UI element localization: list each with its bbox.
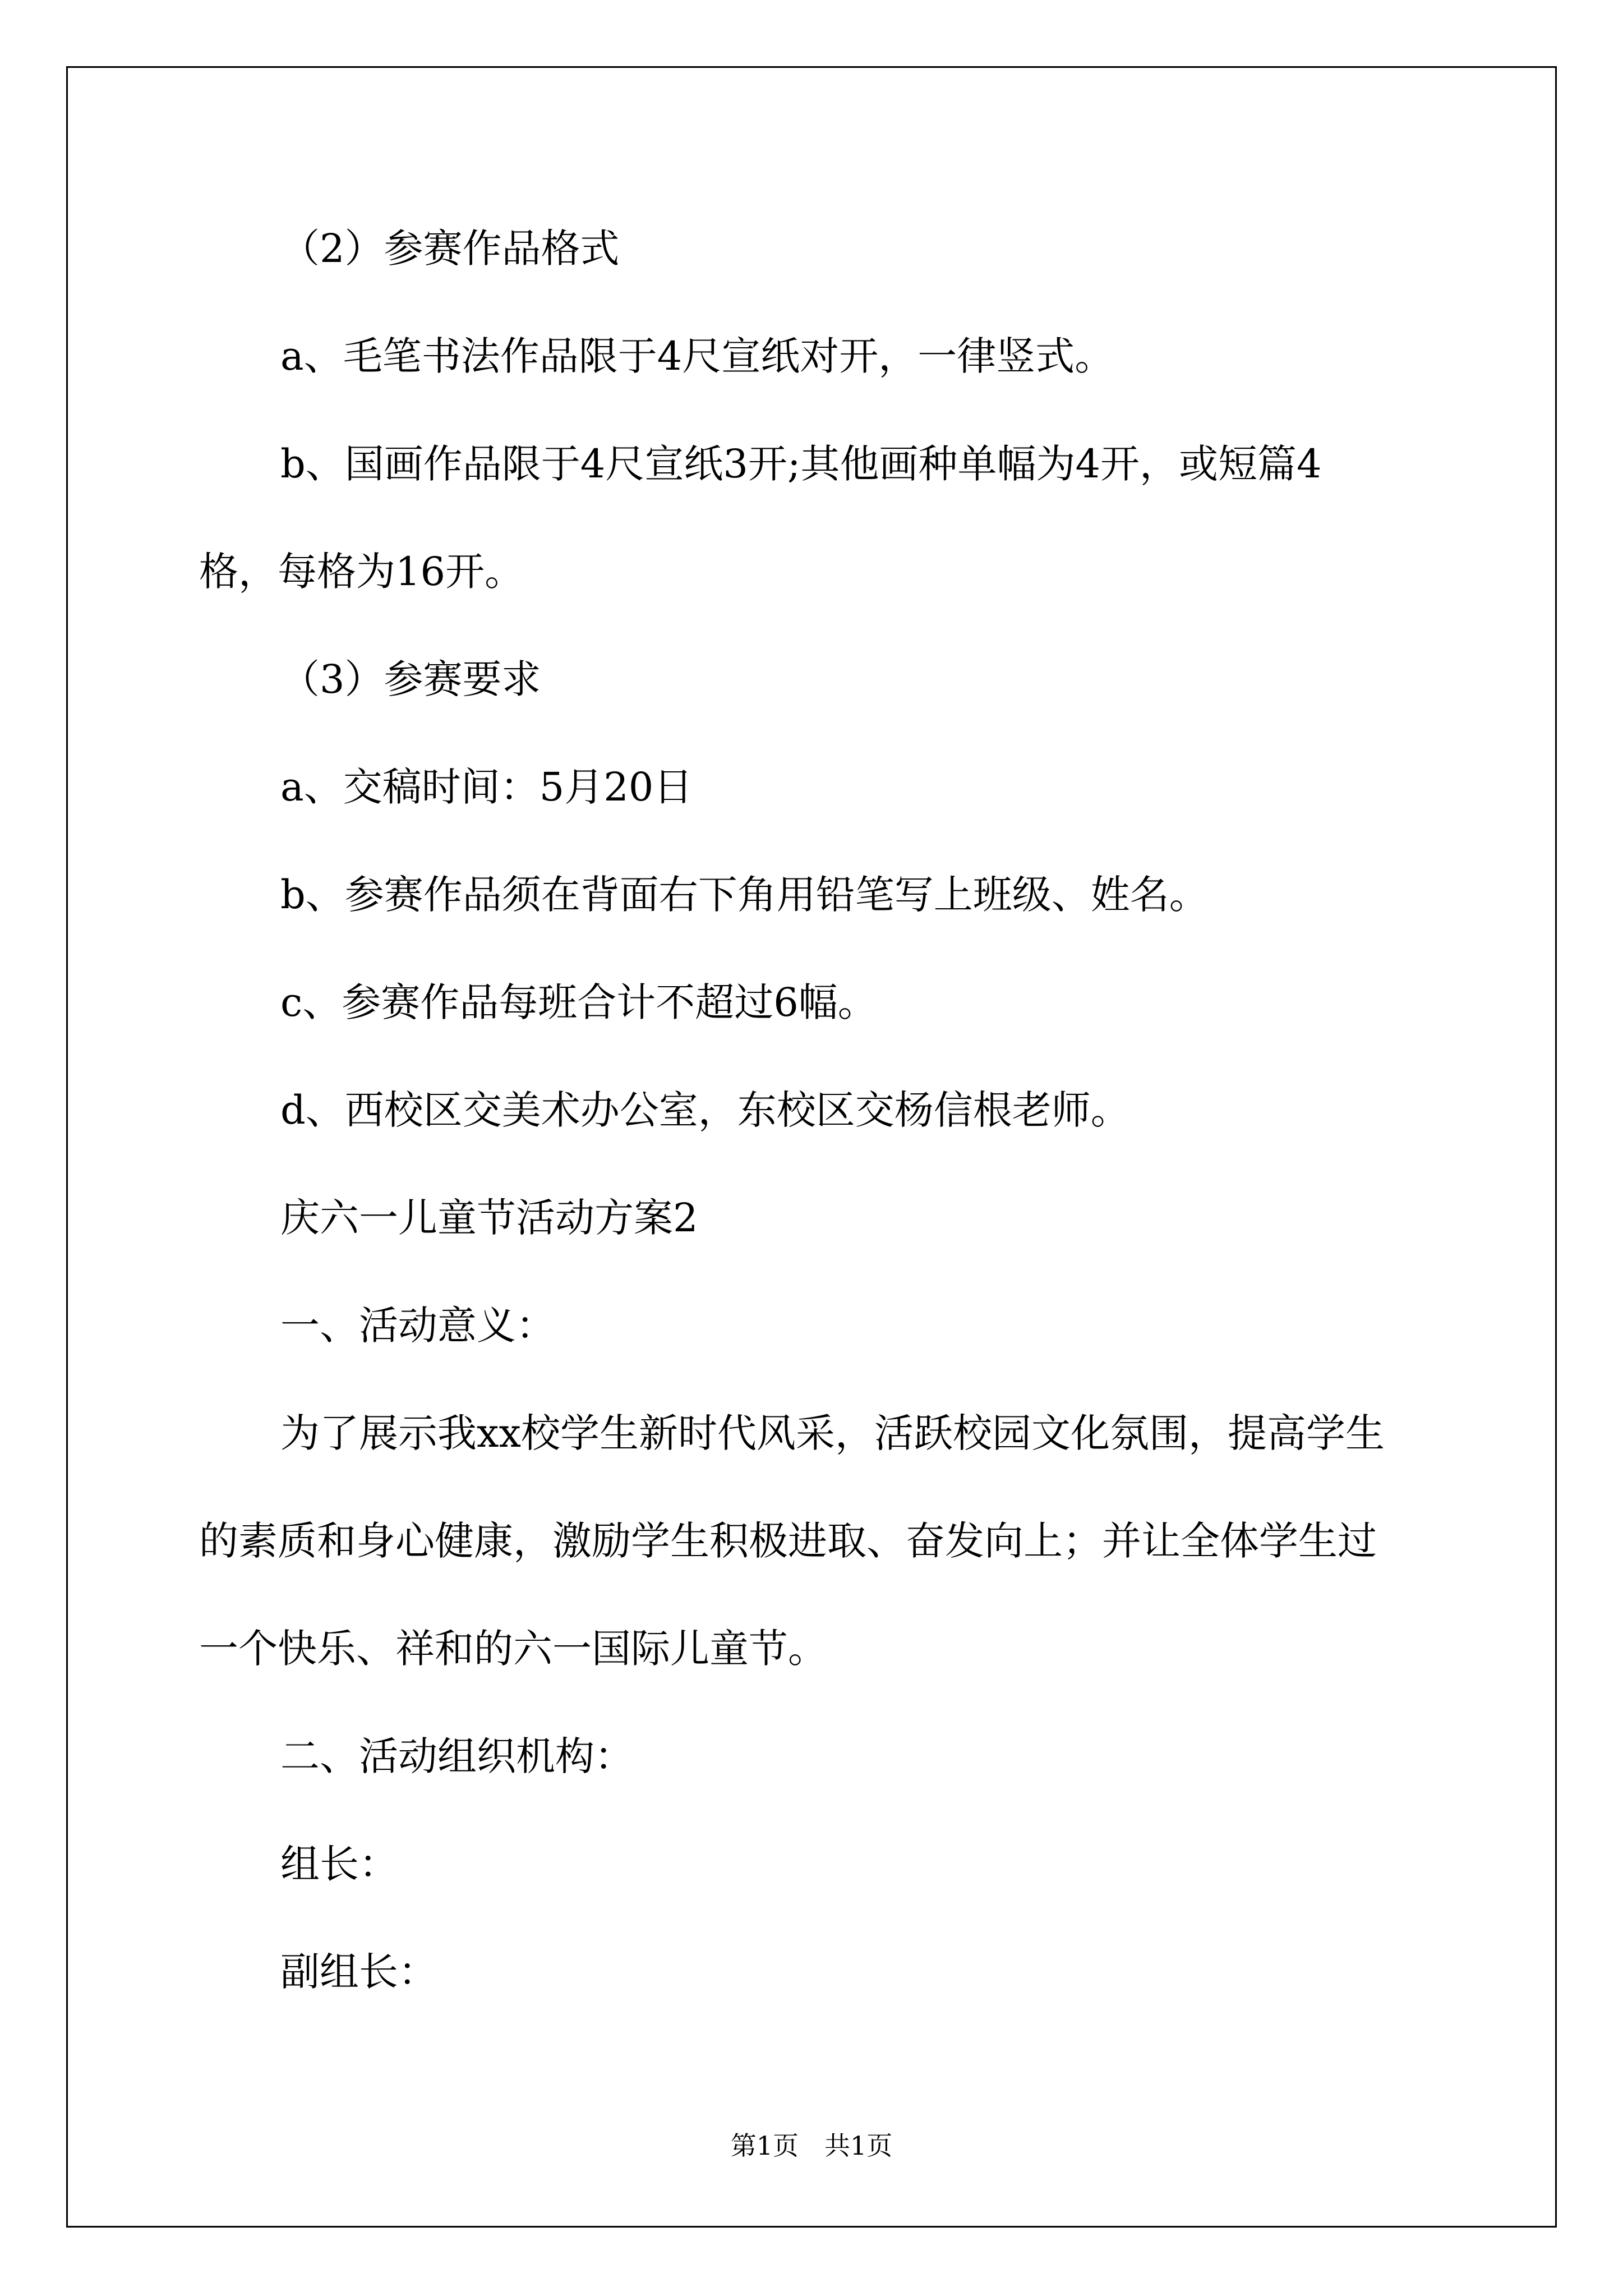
paragraph-line: a、毛笔书法作品限于4尺宣纸对开，一律竖式。: [280, 333, 1114, 379]
paragraph-line: b、参赛作品须在背面右下角用铅笔写上班级、姓名。: [280, 872, 1209, 918]
paragraph-line: 副组长：: [280, 1949, 437, 1995]
paragraph-line: b、国画作品限于4尺宣纸3开;其他画种单幅为4开，或短篇4: [280, 441, 1322, 487]
heading-activity-meaning: 一、活动意义：: [280, 1303, 555, 1349]
subheading-entry-rules: （3）参赛要求: [280, 656, 541, 702]
paragraph-line: 组长：: [280, 1841, 398, 1887]
page-number-footer: 第1页 共1页: [730, 2131, 893, 2161]
paragraph-line: d、西校区交美术办公室，东校区交杨信根老师。: [280, 1087, 1130, 1133]
paragraph-line: a、交稿时间：5月20日: [280, 764, 693, 810]
heading-organization: 二、活动组织机构：: [280, 1733, 634, 1779]
paragraph-line: 的素质和身心健康，激励学生积极进取、奋发向上；并让全体学生过: [199, 1518, 1377, 1564]
section-title: 庆六一儿童节活动方案2: [280, 1195, 698, 1241]
paragraph-line: 一个快乐、祥和的六一国际儿童节。: [199, 1626, 827, 1672]
paragraph-line: 格，每格为16开。: [199, 549, 524, 595]
paragraph-line: c、参赛作品每班合计不超过6幅。: [280, 979, 877, 1025]
paragraph-line: 为了展示我xx校学生新时代风采，活跃校园文化氛围，提高学生: [280, 1410, 1385, 1456]
page-border: [66, 66, 1557, 2228]
subheading-entry-format: （2）参赛作品格式: [280, 226, 620, 272]
